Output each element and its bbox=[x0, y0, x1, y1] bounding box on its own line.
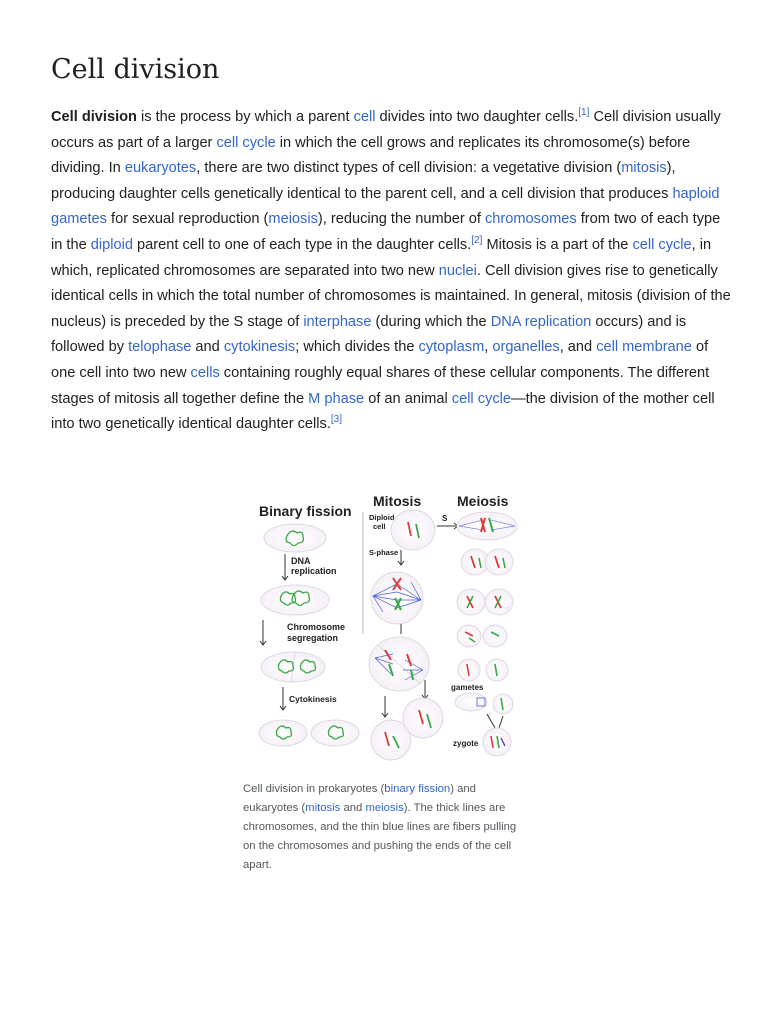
text-run: divides into two daughter cells. bbox=[375, 109, 579, 125]
gamete-cell bbox=[486, 659, 508, 681]
label-dna: DNA bbox=[291, 556, 311, 566]
meiosis-cell bbox=[457, 512, 517, 540]
text-run: in which the cell grows and replicates its chromosome(s) before dividing. In bbox=[51, 134, 691, 177]
link-diploid[interactable]: diploid bbox=[90, 236, 133, 253]
text-run: . Cell division gives rise to genetically identical cells in which the total number of chromosomes is maintained. In general, mitosis (division of the nucleus) is preceded by the S stage of bbox=[51, 262, 731, 330]
link-gametes[interactable]: gametes bbox=[51, 211, 107, 228]
link-cell[interactable]: cell bbox=[353, 109, 376, 125]
link-interphase[interactable]: interphase bbox=[303, 313, 372, 330]
link-cell-cycle[interactable]: cell cycle bbox=[216, 134, 276, 151]
link-cytokinesis[interactable]: cytokinesis bbox=[223, 339, 296, 356]
article-paragraph bbox=[51, 105, 731, 438]
link-haploid[interactable]: haploid bbox=[672, 185, 720, 202]
link-nuclei[interactable]: nuclei bbox=[438, 262, 477, 279]
text-run: (during which the bbox=[371, 313, 491, 330]
zygote-cell bbox=[483, 728, 511, 756]
bacterium-cell bbox=[264, 524, 326, 552]
bold-term: Cell division bbox=[51, 109, 137, 125]
mitosis-column bbox=[369, 510, 458, 760]
bacterium-cell bbox=[259, 720, 307, 746]
binary-fission-column bbox=[259, 524, 359, 746]
text-run: from two of each type in the bbox=[51, 211, 721, 253]
text-run: is the process by which a parent bbox=[136, 109, 354, 125]
link-cell-cycle-2[interactable]: cell cycle bbox=[632, 236, 692, 253]
text-run: of an animal bbox=[364, 390, 452, 407]
label-replication: replication bbox=[291, 566, 337, 576]
label-s: S bbox=[442, 514, 448, 523]
meiosis-cell bbox=[457, 625, 481, 647]
cell-division-diagram bbox=[243, 484, 523, 764]
caption-text: ). The thick lines are chromosomes, and the thin blue lines are fibers pulling on the chromosomes and pushing the ends of the cell apart. bbox=[243, 802, 517, 871]
heading-meiosis: Meiosis bbox=[457, 493, 509, 509]
link-m-phase[interactable]: M phase bbox=[308, 390, 365, 407]
link-cells[interactable]: cells bbox=[190, 364, 220, 381]
reference-1[interactable]: [1] bbox=[578, 107, 590, 119]
text-run: , bbox=[484, 339, 493, 356]
link-telophase[interactable]: telophase bbox=[128, 339, 192, 356]
diploid-cell bbox=[391, 510, 435, 550]
label-chromosome: Chromosome bbox=[287, 622, 346, 632]
link-organelles[interactable]: organelles bbox=[492, 339, 560, 356]
text-run: , and bbox=[559, 339, 597, 356]
link-cytoplasm[interactable]: cytoplasm bbox=[418, 339, 485, 356]
link-cell-membrane[interactable]: cell membrane bbox=[596, 339, 692, 356]
link-dna-replication[interactable]: DNA replication bbox=[490, 313, 592, 330]
link-cell-cycle-3[interactable]: cell cycle bbox=[451, 390, 511, 407]
text-run: ), producing daughter cells genetically identical to the parent cell, and a cell division that produces bbox=[51, 160, 676, 202]
text-run: occurs) and is followed by bbox=[51, 313, 687, 356]
gamete-cell bbox=[455, 693, 487, 711]
label-gametes: gametes bbox=[451, 683, 484, 692]
meiosis-column bbox=[451, 512, 517, 756]
label-cell: cell bbox=[373, 522, 386, 531]
label-s-phase: S-phase bbox=[369, 548, 399, 557]
label-segregation: segregation bbox=[287, 633, 339, 643]
arrow bbox=[499, 716, 503, 728]
caption-text: and bbox=[340, 802, 366, 814]
text-run: for sexual reproduction ( bbox=[106, 211, 269, 228]
label-zygote: zygote bbox=[453, 739, 479, 748]
text-run: ), reducing the number of bbox=[317, 211, 485, 228]
link-meiosis[interactable]: meiosis bbox=[268, 211, 318, 228]
gamete-cell bbox=[493, 694, 513, 714]
link-chromosomes[interactable]: chromosomes bbox=[485, 211, 577, 228]
label-cytokinesis: Cytokinesis bbox=[289, 694, 337, 704]
link-mitosis[interactable]: mitosis bbox=[621, 160, 667, 177]
text-run: of one cell into two new bbox=[51, 339, 709, 381]
link-binary-fission[interactable]: binary fission bbox=[384, 783, 451, 795]
figure-caption bbox=[243, 780, 527, 875]
text-run: parent cell to one of each type in the daughter cells. bbox=[132, 236, 472, 253]
bacterium-cell bbox=[311, 720, 359, 746]
caption-text: Cell division in prokaryotes ( bbox=[243, 783, 385, 795]
caption-text: ) and eukaryotes ( bbox=[243, 783, 476, 814]
text-run: , there are two distinct types of cell division: a vegetative division ( bbox=[196, 160, 622, 177]
page-title: Cell division bbox=[51, 54, 220, 85]
heading-binary-fission: Binary fission bbox=[259, 503, 352, 519]
daughter-cell bbox=[403, 698, 443, 738]
text-run: —the division of the mother cell into two genetically identical daughter cells. bbox=[51, 390, 715, 433]
meiosis-cell bbox=[483, 625, 507, 647]
heading-mitosis: Mitosis bbox=[373, 493, 422, 509]
caption-link-mitosis[interactable]: mitosis bbox=[305, 802, 341, 814]
text-run: Mitosis is a part of the bbox=[482, 236, 633, 253]
gamete-cell bbox=[458, 659, 480, 681]
link-eukaryotes[interactable]: eukaryotes bbox=[124, 160, 197, 177]
text-run: containing roughly equal shares of these cellular components. The different stages of mitosis all together define the bbox=[51, 364, 710, 407]
text-run: ; which divides the bbox=[295, 339, 419, 356]
caption-link-meiosis[interactable]: meiosis bbox=[365, 802, 404, 814]
reference-2[interactable]: [2] bbox=[471, 235, 483, 247]
reference-3[interactable]: [3] bbox=[330, 414, 343, 426]
meiosis-cell bbox=[485, 549, 513, 575]
text-run: Cell division usually occurs as part of a larger bbox=[51, 109, 721, 151]
text-run: , in which, replicated chromosomes are separated into two new bbox=[51, 236, 712, 279]
arrow bbox=[487, 714, 495, 728]
label-diploid: Diploid bbox=[369, 513, 395, 522]
cell-division-figure[interactable] bbox=[243, 484, 523, 764]
text-run: and bbox=[191, 339, 224, 356]
